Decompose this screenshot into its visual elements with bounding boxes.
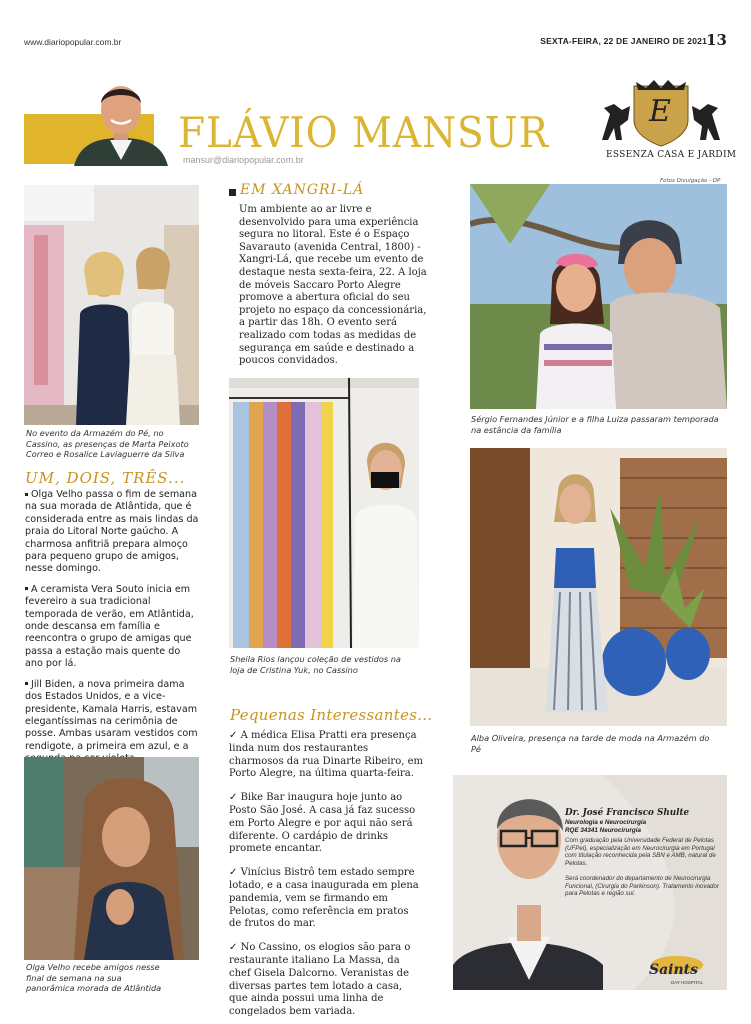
um-dois-list [25, 489, 200, 786]
doctor-advertisement[interactable] [453, 775, 727, 990]
issue-date [540, 36, 707, 46]
sponsor-name: ESSENZA CASA E JARDIM [606, 150, 737, 160]
ad-rqe: RQE 34341 Neurocirurgia [565, 827, 641, 834]
ad-bio-1: Com graduação pela Universidade Federal de Pelotas (UFPel), especialização em Neurocirurgia em Portugal com titulação reconhecida pela SBN e AMB, natural de Pelotas. [565, 837, 716, 867]
ad-bio-2: Será coordenador do departamento de Neurocirurgia Funcional, (Cirurgia do Parkinson). Tratamento inovador para Pelotas e região sul. [565, 875, 719, 898]
caption-alba: Alba Oliveira, presença na tarde de moda na Armazém do Pé [471, 733, 710, 754]
pequenas-list [229, 730, 423, 1019]
um-dois-heading: UM, DOIS, TRÊS... [25, 469, 186, 487]
columnist-portrait [74, 74, 168, 166]
page-number: 13 [706, 31, 727, 49]
pequenas-item-text: No Cassino, os elogios são para o restaurante italiano La Massa, da chef Gisela Dalcorno. Veranistas de diversas partes tem lotado a casa, que ainda possui uma linha de congelados bem variada. [229, 942, 411, 1018]
um-dois-item-text: Olga Velho passa o fim de semana na sua morada de Atlântida, que é considerada entre as mais lindas da praia do Litoral Norte gaúcho. A charmosa anfitriã prepara almoço para pequeno grupo de amigos, nesse domingo. [25, 489, 199, 575]
pequenas-heading: Pequenas Interessantes... [230, 706, 433, 724]
ad-doctor-name: Dr. José Francisco Shulte [565, 808, 690, 818]
issue-date-text: SEXTA-FEIRA, 22 DE JANEIRO DE 2021 [540, 36, 707, 46]
um-dois-item-text: Jill Biden, a nova primeira dama dos Estados Unidos, e a vice-presidente, Kamala Harris, estavam elegantíssimas na cerimônia de posse. Ambas usaram vestidos com rendigote, a primeira em azul, e a [25, 678, 198, 752]
pequenas-item [229, 792, 423, 856]
bullet-icon [25, 682, 28, 685]
photo-olga-velho [24, 757, 199, 960]
photo-credit: Fotos Divulgação - DP [660, 178, 721, 184]
check-icon: ✓ [229, 867, 238, 879]
pequenas-item-text: Bike Bar inaugura hoje junto ao Posto São José. A casa já faz sucesso em Porto Alegre e por aqui não será diferente. O cardápio de drinks promete encantar. [229, 792, 416, 855]
ad-specialty: Neurologia e Neurocirurgia [565, 819, 647, 826]
check-icon: ✓ [229, 792, 238, 804]
pequenas-item [229, 730, 423, 781]
sponsor-monogram: E [649, 94, 671, 129]
bullet-icon [25, 493, 28, 496]
caption-sergio: Sérgio Fernandes Júnior e a filha Luiza passaram temporada na estância da família [471, 414, 719, 435]
caption-sheila: Sheila Rios lançou coleção de vestidos na loja de Cristina Yuk, no Cassino [230, 654, 401, 675]
photo-alba-oliveira [470, 448, 727, 726]
section-marker-icon [229, 189, 236, 196]
xangri-heading: EM XANGRI-LÁ [240, 182, 365, 198]
ad-logo-sub: DAY HOSPITAL [671, 980, 704, 985]
pequenas-item [229, 867, 423, 931]
columnist-email[interactable]: mansur@diariopopular.com.br [183, 155, 304, 165]
bullet-icon [25, 587, 28, 590]
sponsor-logo [596, 80, 737, 164]
pequenas-item [229, 942, 423, 1019]
check-icon: ✓ [229, 942, 238, 954]
photo-sheila-rios [229, 378, 419, 648]
column-title: FLÁVIO MANSUR [178, 108, 549, 157]
xangri-text: Um ambiente ao ar livre e desenvolvido para uma experiência segura no litoral. Este é o Espaço Savarauto (avenida Central, 1800) - Xangri-Lá, que recebe um evento de destaque nesta sexta-feira, 22. A loja de móveis Saccaro Porto Alegre promove a abertura oficial do seu projeto no espaço da concessionária, a partir das 18h. O evento será realizado com todas as medidas de segurança em saúde e destinado a poucos convidados. [239, 204, 427, 367]
photo-sergio-luiza [470, 184, 727, 409]
check-icon: ✓ [229, 730, 238, 741]
pequenas-item-text: Vinícius Bistrô tem estado sempre lotado, e a casa inaugurada em plena pandemia, vem se firmando em Pelotas, como referência em pratos de frutos do mar. [229, 867, 419, 930]
um-dois-item-text: A ceramista Vera Souto inicia em fevereiro a sua tradicional temporada de verão, em Atlântida, onde descansa em família e reencontra o grupo de amigas que passa a estação mais quente do ano por lá. [25, 583, 194, 670]
site-url: www.diariopopular.com.br [24, 37, 122, 47]
um-dois-item [25, 489, 200, 576]
photo-armazem-event [24, 185, 199, 425]
um-dois-item [25, 584, 200, 671]
caption-olga: Olga Velho recebe amigos nesse final de semana na sua panorâmica morada de Atlântida [26, 962, 162, 993]
ad-logo-saints: Saints [649, 962, 699, 978]
pequenas-item-text: A médica Elisa Pratti era presença linda num dos restaurantes charmosos da rua Dinarte Ribeiro, em Porto Alegre, na última quarta-feira. [229, 730, 423, 780]
caption-armazem: No evento da Armazém do Pé, no Cassino, as presenças de Marta Peixoto Correo e Rosalice Laviaguerre da Silva [26, 428, 189, 459]
